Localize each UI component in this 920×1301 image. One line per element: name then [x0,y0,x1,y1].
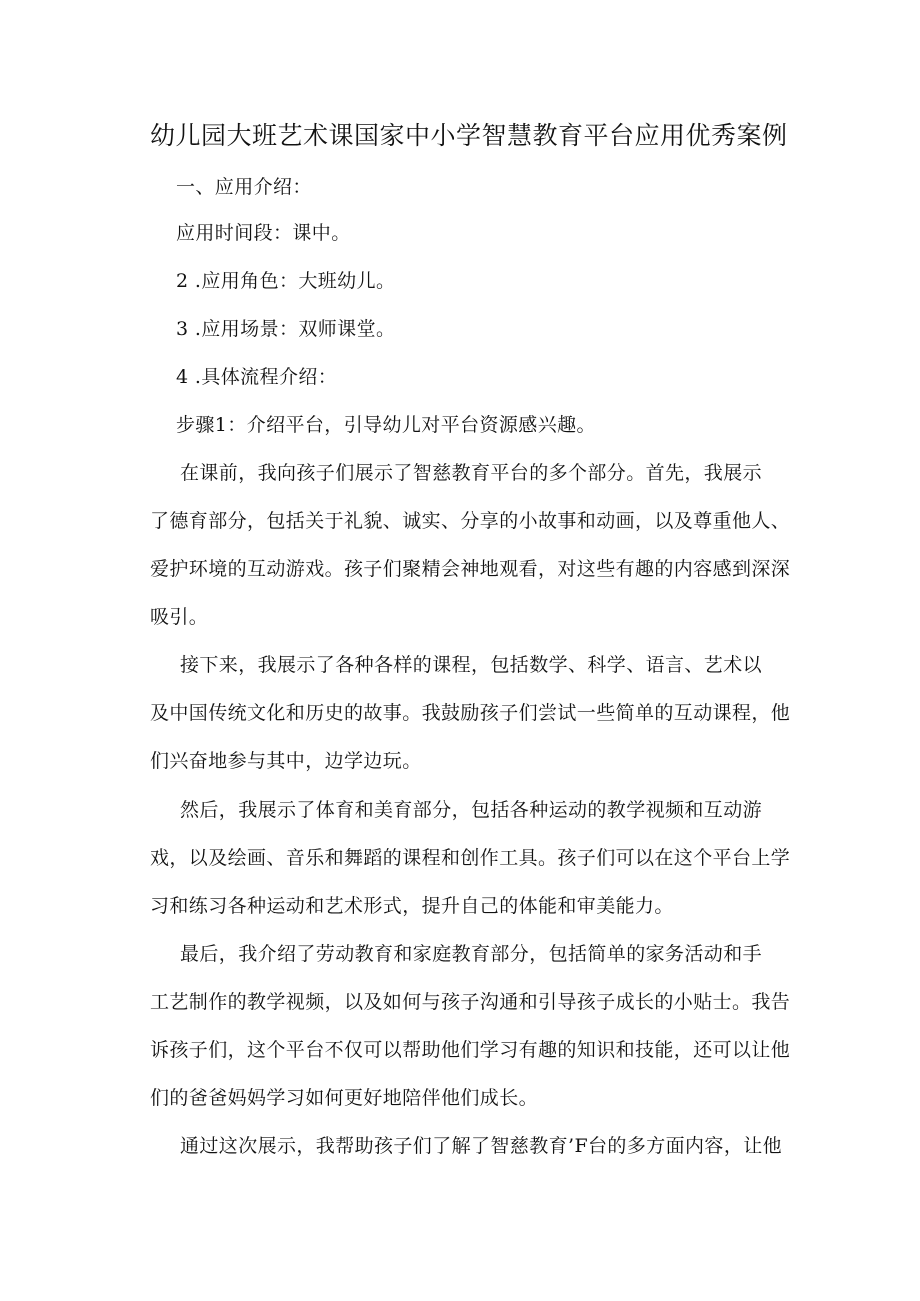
paragraph-line: 接下来，我展示了各种各样的课程，包括数学、科学、语言、艺术以 [180,654,763,676]
list-item: 4 .具体流程介绍： [176,366,338,388]
document-title: 幼儿园大班艺术课国家中小学智慧教育平台应用优秀案例 [150,121,788,150]
paragraph-line: 了德育部分，包括关于礼貌、诚实、分享的小故事和动画，以及尊重他人、 [150,510,791,532]
paragraph-line: 习和练习各种运动和艺术形式，提升自己的体能和审美能力。 [150,895,674,917]
paragraph-line: 及中国传统文化和历史的故事。我鼓励孩子们尝试一些简单的互动课程，他 [150,702,791,724]
paragraph-line: 最后，我介绍了劳动教育和家庭教育部分，包括简单的家务活动和手 [180,943,763,965]
paragraph-line: 们兴奋地参与其中，边学边玩。 [150,750,422,772]
paragraph-line: 诉孩子们，这个平台不仅可以帮助他们学习有趣的知识和技能，还可以让他 [150,1039,791,1061]
paragraph-line: 爱护环境的互动游戏。孩子们聚精会神地观看，对这些有趣的内容感到深深 [150,558,791,580]
paragraph-line: 戏，以及绘画、音乐和舞蹈的课程和创作工具。孩子们可以在这个平台上学 [150,847,791,869]
list-item: 3 .应用场景：双师课堂。 [176,318,396,340]
step-heading: 步骤1：介绍平台，引导幼儿对平台资源感兴趣。 [176,414,596,436]
paragraph-line: 在课前，我向孩子们展示了智慈教育平台的多个部分。首先，我展示 [180,462,763,484]
list-item: 2 .应用角色：大班幼儿。 [176,270,396,292]
paragraph-line: 然后，我展示了体育和美育部分，包括各种运动的教学视频和互动游 [180,799,763,821]
paragraph-line: 工艺制作的教学视频，以及如何与孩子沟通和引导孩子成长的小贴士。我告 [150,991,791,1013]
paragraph-line: 吸引。 [150,606,209,628]
section-heading: 一、应用介绍： [176,176,312,198]
paragraph-line: 通过这次展示，我帮助孩子们了解了智慈教育’F台的多方面内容，让他 [180,1135,783,1157]
list-item: 应用时间段：课中。 [176,222,351,244]
paragraph-line: 们的爸爸妈妈学习如何更好地陪伴他们成长。 [150,1087,539,1109]
